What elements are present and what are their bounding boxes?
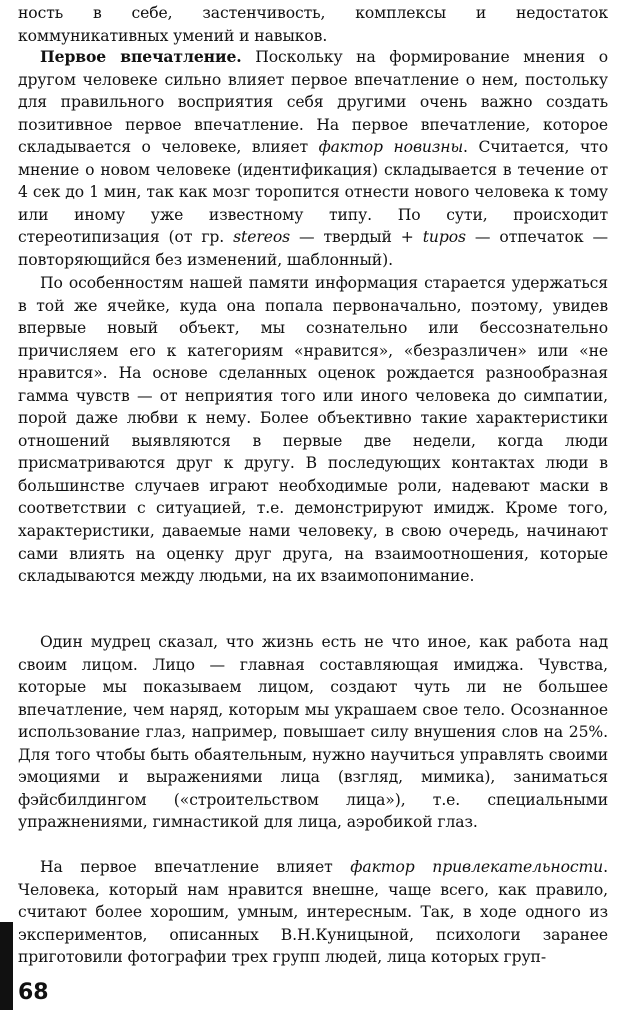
paragraph-continuation: ность в себе, застенчивость, комплексы и недостаток коммуникативных умений и навыков. (18, 4, 608, 45)
paragraph-text: . Считается, что мнение о новом человеке (идентификация) складывается в течение от 4 сек до 1 мин, так как мозг торопится отнести нового человека к тому или иному уже известному типу. По сути, происходит стереотипизация (от гр. (18, 138, 608, 247)
italic-term: stereos (233, 228, 291, 247)
page-number: 68 (18, 980, 49, 1005)
paragraph-text: На первое впечатление влияет (40, 858, 351, 876)
italic-term: фактор привлекательности (350, 858, 604, 876)
italic-term: фактор новизны (318, 138, 464, 157)
paragraph-memory: По особенностям нашей памяти информация старается удержаться в той же ячейке, куда она попала первоначально, поэтому, увидев впервые новый объект, мы сознательно или бессознательно причисляем его к категориям «нравится», «безразличен» или «не нравится». На основе сделанных оценок рождается разнообразная гамма чувств — от неприятия того или иного человека до симпатии, порой даже любви к нему. Более объективно такие характеристики отношений выявляются в первые две недели, когда люди присматриваются друг к другу. В последующих контактах люди в большинстве случаев играют необходимые роли, надевают маски в соответствии с ситуацией, т.е. демонстрируют имидж. Кроме того, характеристики, даваемые нами человеку, в свою очередь, начинают сами влиять на оценку друг друга, на взаимоотношения, которые складываются между людьми, на их взаимопонимание. (18, 274, 608, 586)
italic-term: tupos (422, 228, 466, 247)
book-page (18, 0, 608, 1010)
paragraph-text: — отпечаток — повторяющийся без изменений, шаблонный). (18, 228, 608, 269)
paragraph-attractiveness (18, 856, 608, 969)
paragraph-first-impression (18, 46, 608, 271)
paragraph-text: Поскольку на формирование мнения о другом человеке сильно влияет первое впечатление о нем, постольку для правильного восприятия себя другими очень важно создать позитивное первое впечатление. На первое впечатление, которое складывается о человеке, влияет (18, 48, 608, 157)
paragraph-face: Один мудрец сказал, что жизнь есть не что иное, как работа над своим лицом. Лицо — главная составляющая имиджа. Чувства, которые мы показываем лицом, создают чуть ли не большее впечатление, чем наряд, которым мы украшаем свое тело. Осознанное использование глаз, например, повышает силу внушения слов на 25%. Для того чтобы быть обаятельным, нужно научиться управлять своими эмоциями и выражениями лица (взгляд, мимика), заниматься фэйсбилдингом («строительством лица»), т.е. специальными упражнениями, гимнастикой для лица, аэробикой глаз. (18, 633, 608, 832)
page-edge-marker (0, 922, 13, 1010)
paragraph-text: . Человека, который нам нравится внешне, чаще всего, как правило, считают более хорошим, умным, интересным. Так, в ходе одного из экспериментов, описанных В.Н.Куницыной, психологи заранее приготовили фотографии трех групп людей, лица которых груп- (18, 858, 608, 967)
paragraph-text: — твердый + (290, 228, 423, 247)
section-lead-heading: Первое впечатление. (40, 47, 242, 66)
